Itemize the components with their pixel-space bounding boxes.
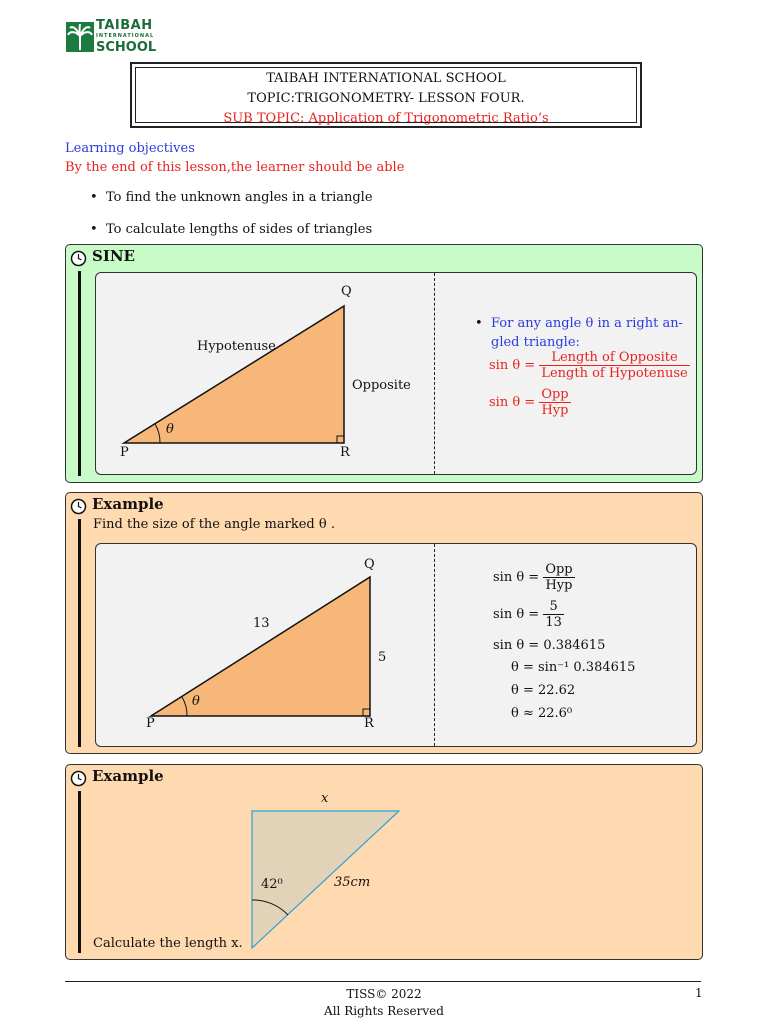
footer [0,986,768,1020]
footer-rule [65,981,701,982]
vertex-p-label: P [120,445,129,460]
logo-line2: INTERNATIONAL [96,33,155,39]
example2-question: Calculate the length x. [93,936,243,951]
opposite-label: Opposite [352,378,411,393]
logo-line1: TAIBAH [96,18,153,33]
side-x-label: x [321,791,329,806]
vertex-r-label: R [340,445,350,460]
vertex-r-label: R [364,716,374,731]
sine-title: SINE [92,247,135,265]
hypotenuse-label: 13 [253,616,270,631]
example1-triangle [96,544,696,746]
left-bar [78,519,81,747]
sine-formula-short: sin θ = $\frac{\text{Opp}}{\text{Hyp}}$ [489,387,569,418]
sine-formula-long: sin θ = $\frac{\text{Length of Opposite}}{\text{Length of Hypotenuse}}$ [489,350,688,381]
title-box [130,62,642,128]
example2-panel [65,764,703,960]
objectives-heading: Learning objectives [65,141,195,156]
example2-title: Example [92,767,164,785]
sine-panel [65,244,703,483]
learning-objectives [65,139,404,177]
objectives-intro: By the end of this lesson,the learner should be able [65,160,405,175]
objective-item: • To calculate lengths of sides of triangles [90,222,372,237]
theta-label: θ [166,422,174,437]
vertex-q-label: Q [364,557,375,572]
example1-content-box [95,543,697,747]
sine-bullet: • For any angle θ in a right an- [475,316,683,331]
solution-step6: θ ≈ 22.6⁰ [511,706,573,721]
example1-question: Find the size of the angle marked θ . [93,517,335,532]
objective-item: • To find the unknown angles in a triangle [90,190,373,205]
sine-bullet-cont: gled triangle: [491,335,580,350]
divider [434,273,435,474]
solution-step2: sin θ = $\frac{5}{13}$ [493,599,562,630]
example1-title: Example [92,495,164,513]
clock-icon [70,498,87,515]
solution-step5: θ = 22.62 [511,683,576,698]
hypotenuse-label: 35cm [334,875,371,890]
clock-icon [70,250,87,267]
left-bar [78,271,81,476]
footer-rights: All Rights Reserved [324,1004,444,1018]
example2-triangle [66,765,702,959]
solution-step1: sin θ = $\frac{\text{Opp}}{\text{Hyp}}$ [493,562,573,593]
logo-line3: SCHOOL [96,40,157,55]
footer-copyright: TISS© 2022 [346,987,422,1001]
sine-content-box [95,272,697,475]
solution-step4: θ = sin⁻¹ 0.384615 [511,660,636,675]
page-number: 1 [695,986,703,1000]
hypotenuse-label: Hypotenuse [197,339,276,354]
school-name: TAIBAH INTERNATIONAL SCHOOL [266,71,506,86]
solution-step3: sin θ = 0.384615 [493,638,606,653]
divider [434,544,435,746]
topic-title: TOPIC:TRIGONOMETRY- LESSON FOUR. [247,91,525,106]
palm-logo-icon [66,22,94,52]
example1-panel [65,492,703,754]
vertex-q-label: Q [341,284,352,299]
theta-label: θ [192,694,200,709]
subtopic-title: SUB TOPIC: Application of Trigonometric Ratio’s [223,111,549,126]
angle-label: 42⁰ [261,877,283,892]
vertex-p-label: P [146,716,155,731]
school-logo [96,20,156,53]
opposite-label: 5 [378,650,387,665]
